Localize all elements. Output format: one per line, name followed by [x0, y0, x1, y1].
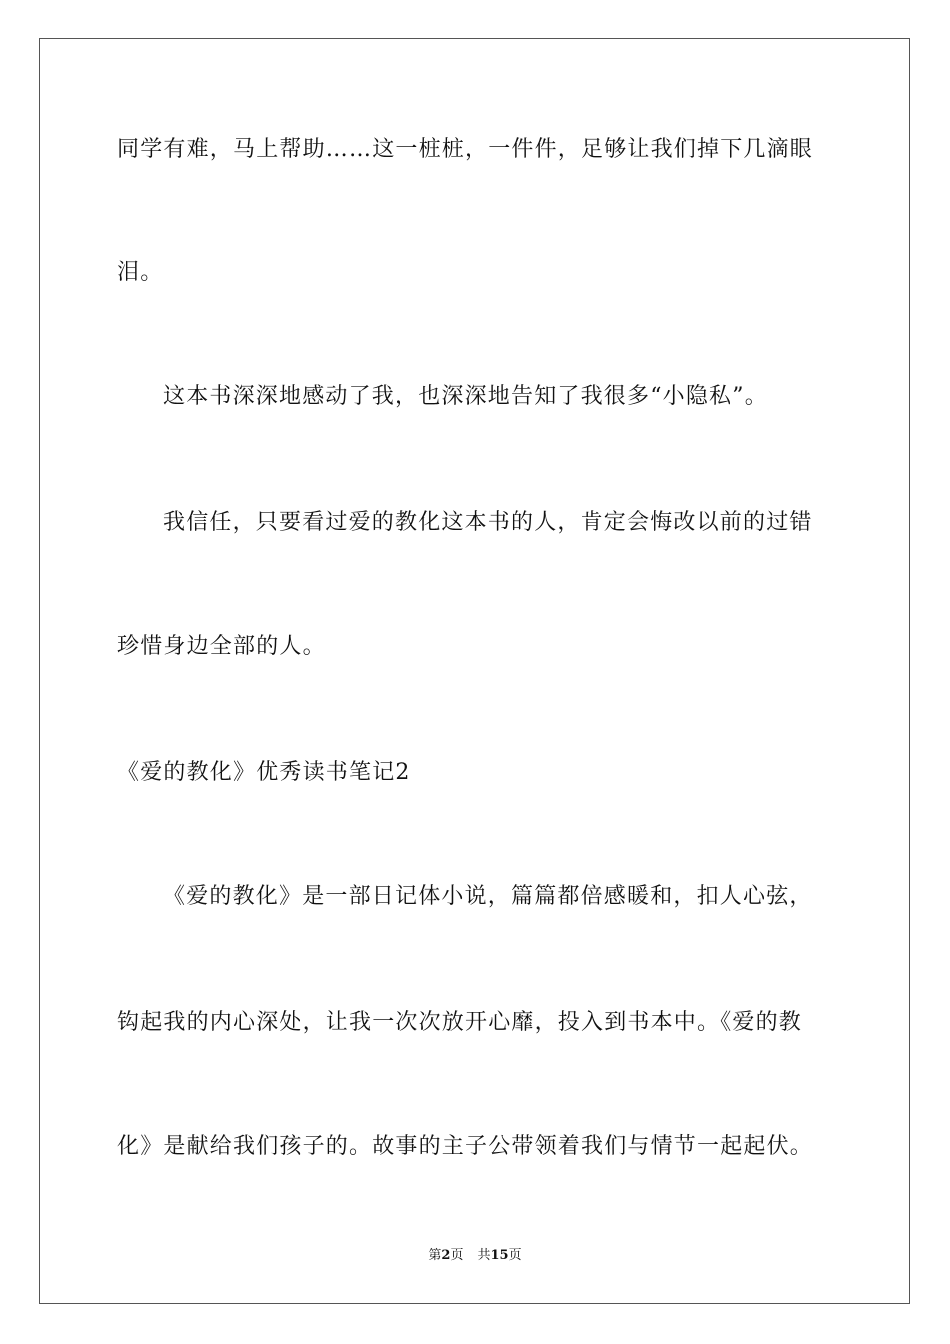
page-suffix: 页	[450, 1248, 464, 1263]
page-border	[39, 38, 910, 1304]
section-heading: 《爱的教化》优秀读书笔记2	[117, 760, 411, 785]
total-suffix: 页	[508, 1248, 522, 1263]
body-text-line: 钩起我的内心深处，让我一次次放开心靡，投入到书本中。《爱的教	[117, 1010, 803, 1035]
body-text-line: 化》是献给我们孩子的。故事的主子公带领着我们与情节一起起伏。	[117, 1134, 814, 1159]
body-text-line: 我信任，只要看过爱的教化这本书的人，肯定会悔改以前的过错	[163, 510, 813, 535]
page-prefix: 第	[428, 1248, 442, 1263]
body-text-line: 这本书深深地感动了我，也深深地告知了我很多“小隐私”。	[163, 384, 768, 409]
body-text-line: 珍惜身边全部的人。	[117, 634, 326, 659]
body-text-line: 同学有难，马上帮助……这一桩桩，一件件，足够让我们掉下几滴眼	[117, 137, 814, 162]
total-prefix: 共	[477, 1248, 491, 1263]
total-pages: 15	[490, 1248, 509, 1263]
page-footer	[0, 1248, 950, 1264]
body-text-line: 《爱的教化》是一部日记体小说，篇篇都倍感暖和，扣人心弦，	[163, 884, 813, 909]
page-number: 2	[441, 1248, 451, 1263]
body-text-line: 泪。	[117, 260, 164, 285]
